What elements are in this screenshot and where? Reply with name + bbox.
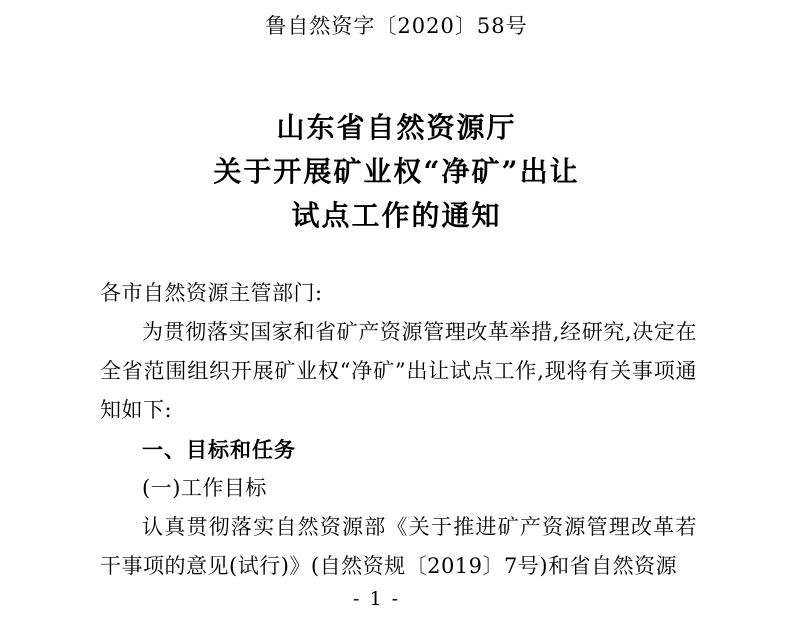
title-line-1: 山东省自然资源厅 <box>276 111 517 144</box>
title-line-3: 试点工作的通知 <box>291 199 502 232</box>
document-page <box>0 10 793 622</box>
intro-paragraph: 为贯彻落实国家和省矿产资源管理改革举措,经研究,决定在全省范围组织开展矿业权“净矿”出让试点工作,现将有关事项通知如下: <box>100 320 697 422</box>
document-number: 鲁自然资字〔2020〕58号 <box>265 14 528 38</box>
subsection-paragraph: 认真贯彻落实自然资源部《关于推进矿产资源管理改革若干事项的意见(试行)》(自然资规〔2019〕7号)和省自然资源 <box>100 515 697 578</box>
section-heading: 一、目标和任务 <box>142 437 296 462</box>
document-title-block <box>0 106 793 238</box>
salutation: 各市自然资源主管部门: <box>100 281 323 305</box>
title-line-2: 关于开展矿业权“净矿”出让 <box>213 155 580 188</box>
subsection-heading: (一)工作目标 <box>142 476 267 500</box>
page-number: - 1 - <box>352 588 400 610</box>
document-body <box>0 274 793 586</box>
